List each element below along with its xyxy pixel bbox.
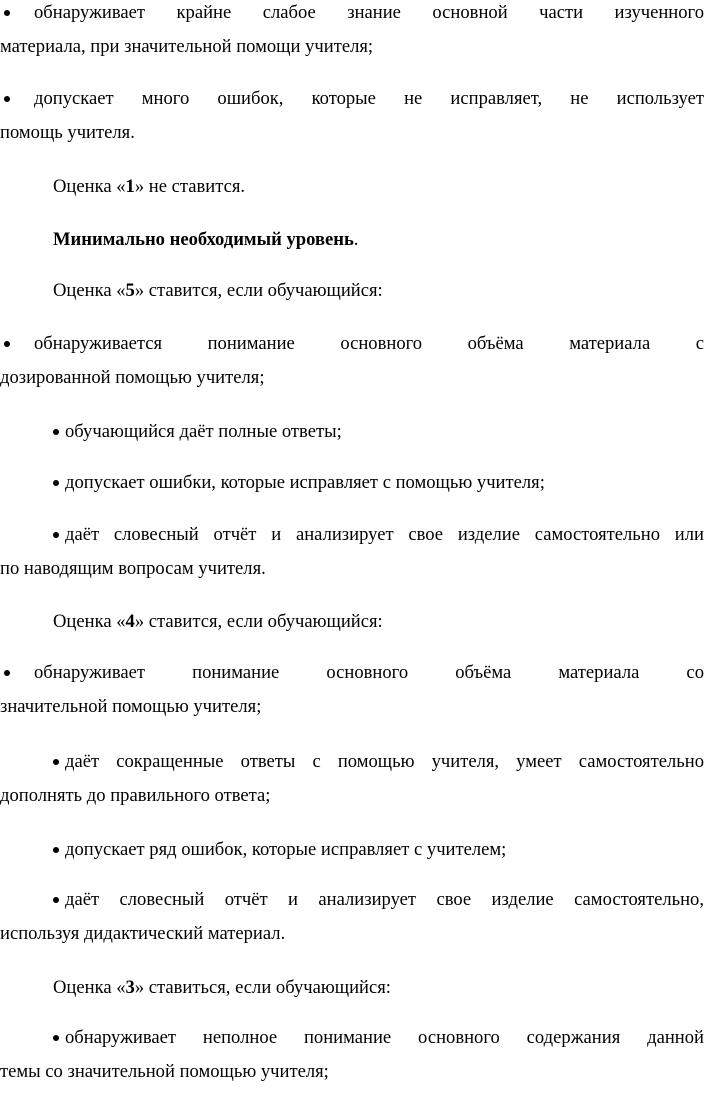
grade-value: 4 [125,611,135,632]
list-item [0,0,704,64]
list-item-continuation: дополнять до правильного ответа; [0,785,271,806]
bullet-icon [4,670,10,676]
bullet-icon [53,429,59,435]
bullet-icon [53,1035,59,1041]
bullet-icon [53,480,59,486]
bullet-icon [4,341,10,347]
list-item [0,466,704,500]
list-item [0,745,704,813]
list-item-text: обнаруживает крайне слабое знание основной части изученного [34,2,704,23]
list-item-text: даёт словесный отчёт и анализирует свое изделие самостоятельно или [65,524,704,545]
bullet-icon [53,759,59,765]
list-item-continuation: темы со значительной помощью учителя; [0,1061,329,1082]
list-item [0,883,704,951]
list-item [0,833,704,867]
grade-value: 3 [125,977,135,998]
list-item-continuation: материала, при значительной помощи учителя; [0,36,374,57]
list-item-text: обнаруживает неполное понимание основного содержания данной [65,1027,704,1048]
list-item-text: допускает ошибки, которые исправляет с помощью учителя; [65,472,545,493]
list-item-text: обнаруживается понимание основного объёма материала с [34,333,704,354]
list-item [0,656,704,724]
list-item-text: обучающийся даёт полные ответы; [65,421,342,442]
list-item-text: даёт сокращенные ответы с помощью учителя, умеет самостоятельно [65,751,704,772]
list-item-continuation: значительной помощью учителя; [0,696,262,717]
bullet-icon [53,897,59,903]
list-item [0,327,704,395]
list-item-text: допускает ряд ошибок, которые исправляет с учителем; [65,839,507,860]
list-item-text: даёт словесный отчёт и анализирует свое изделие самостоятельно, [65,889,704,910]
grade-paragraph: Оценка «5» ставится, если обучающийся: [53,280,383,301]
list-item-continuation: используя дидактический материал. [0,923,286,944]
list-item [0,518,704,586]
list-item-continuation: дозированной помощью учителя; [0,367,265,388]
list-item-text: обнаруживает понимание основного объёма материала со [34,662,704,683]
bullet-icon [53,532,59,538]
grade-paragraph: Оценка «4» ставится, если обучающийся: [53,611,383,632]
list-item-continuation: по наводящим вопросам учителя. [0,558,266,579]
grade-value: 1 [125,176,135,197]
list-item-continuation: помощь учителя. [0,122,135,143]
list-item-text: допускает много ошибок, которые не исправляет, не использует [34,88,704,109]
list-item [0,1021,704,1089]
bullet-icon [4,96,10,102]
bullet-icon [4,10,10,16]
list-item [0,82,704,150]
grade-paragraph: Оценка «3» ставиться, если обучающийся: [53,977,391,998]
list-item [0,415,704,449]
bullet-icon [53,847,59,853]
grade-paragraph: Оценка «1» не ставится. [53,176,246,197]
grade-value: 5 [125,280,135,301]
section-heading: Минимально необходимый уровень. [53,229,359,250]
